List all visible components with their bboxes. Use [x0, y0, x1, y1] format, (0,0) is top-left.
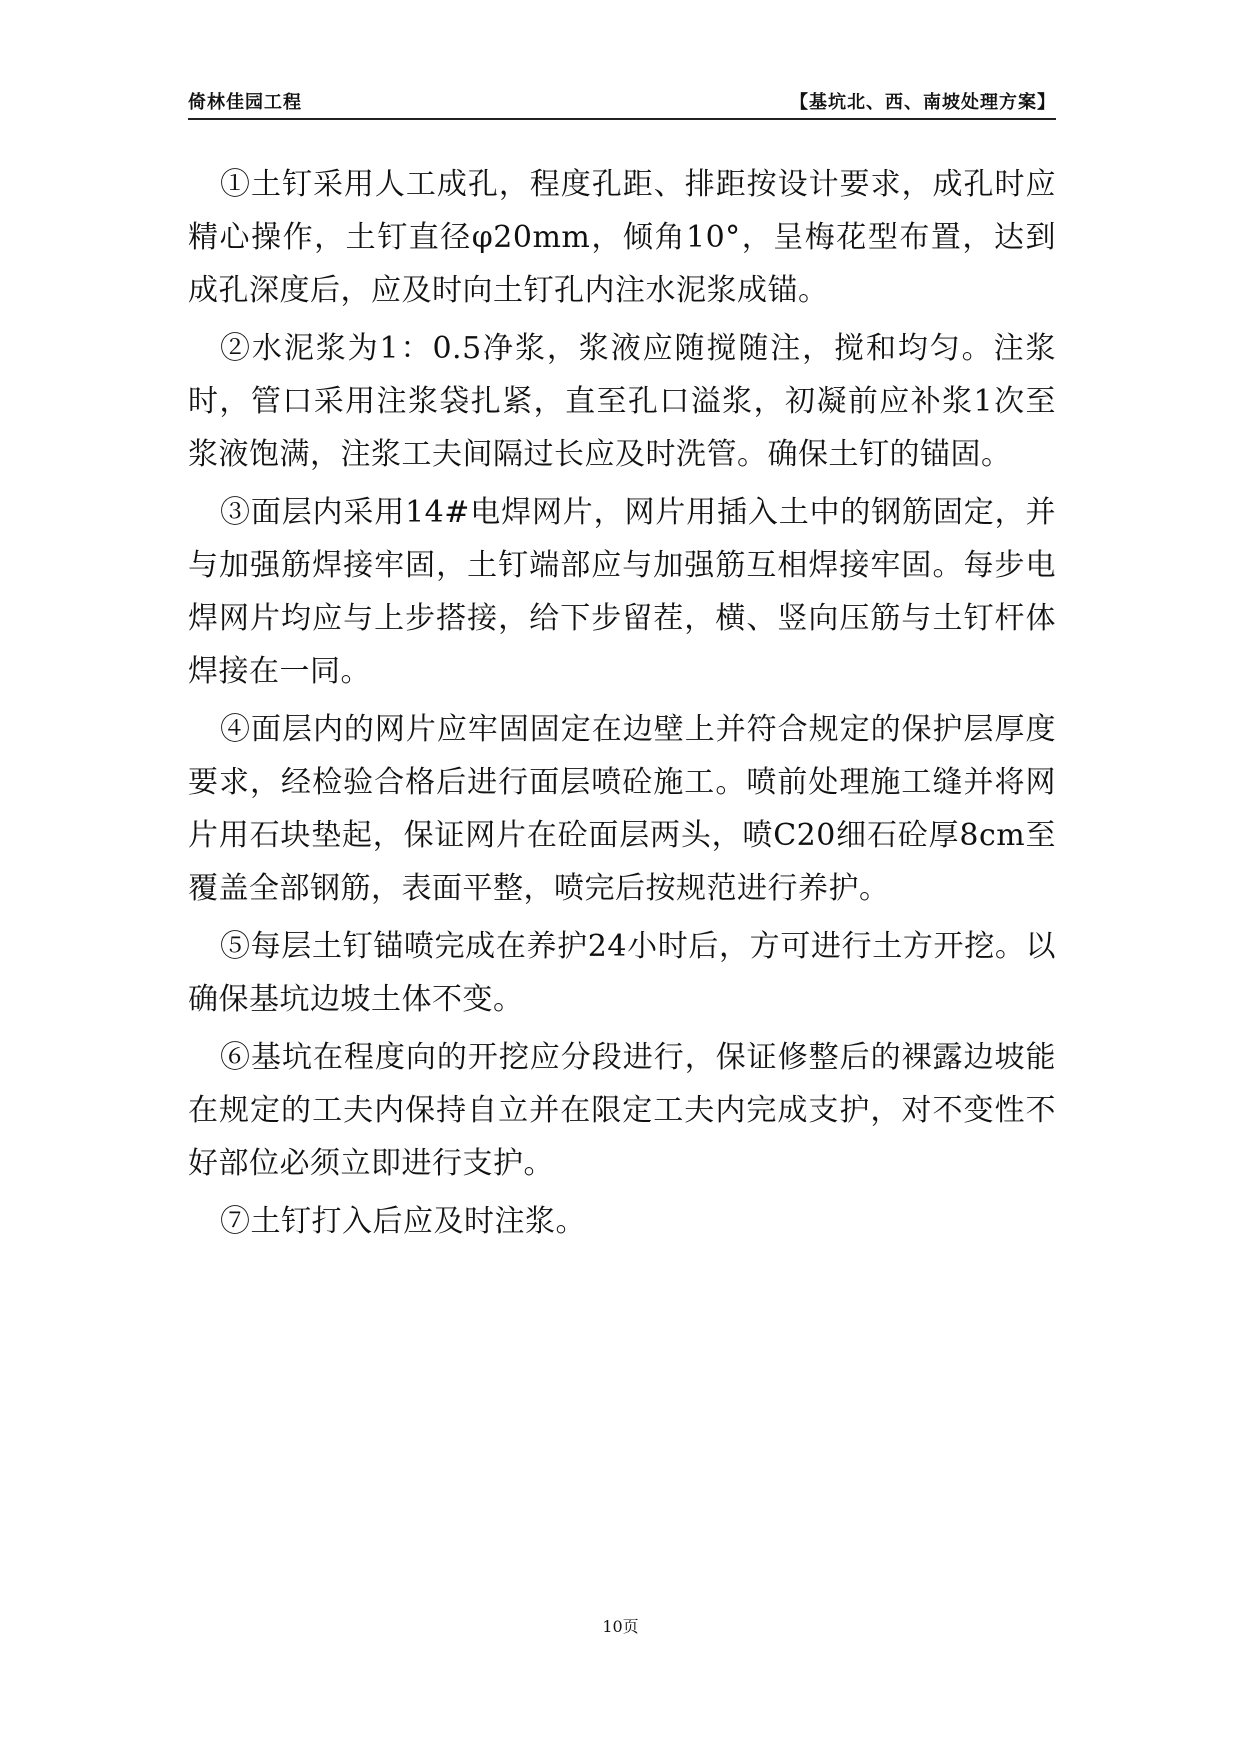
page-number: 10页 [602, 1617, 639, 1636]
paragraph-3: ③面层内采用14#电焊网片，网片用插入土中的钢筋固定，并与加强筋焊接牢固，土钉端部应与加强筋互相焊接牢固。每步电焊网片均应与上步搭接，给下步留茬，横、竖向压筋与土钉杆体焊接在一同。 [188, 495, 1056, 689]
paragraph-5: ⑤每层土钉锚喷完成在养护24小时后，方可进行土方开挖。以确保基坑边坡土体不变。 [188, 929, 1056, 1017]
project-name: 倚林佳园工程 [188, 92, 302, 113]
paragraph-2: ②水泥浆为1：0.5净浆，浆液应随搅随注，搅和均匀。注浆时，管口采用注浆袋扎紧，直至孔口溢浆，初凝前应补浆1次至浆液饱满，注浆工夫间隔过长应及时洗管。确保土钉的锚固。 [188, 331, 1056, 472]
paragraph-7: ⑦土钉打入后应及时注浆。 [220, 1204, 586, 1239]
paragraph-4: ④面层内的网片应牢固固定在边壁上并符合规定的保护层厚度要求，经检验合格后进行面层喷砼施工。喷前处理施工缝并将网片用石块垫起，保证网片在砼面层两头，喷C20细石砼厚8cm至覆盖全部钢筋，表面平整，喷完后按规范进行养护。 [188, 712, 1056, 906]
document-body [188, 158, 1056, 1253]
page-header [188, 82, 1056, 120]
paragraph-6: ⑥基坑在程度向的开挖应分段进行，保证修整后的裸露边坡能在规定的工夫内保持自立并在限定工夫内完成支护，对不变性不好部位必须立即进行支护。 [188, 1040, 1056, 1181]
paragraph-1: ①土钉采用人工成孔，程度孔距、排距按设计要求，成孔时应精心操作，土钉直径φ20mm，倾角10°，呈梅花型布置，达到成孔深度后，应及时向土钉孔内注水泥浆成锚。 [188, 167, 1056, 308]
document-title: 【基坑北、西、南坡处理方案】 [790, 92, 1056, 113]
